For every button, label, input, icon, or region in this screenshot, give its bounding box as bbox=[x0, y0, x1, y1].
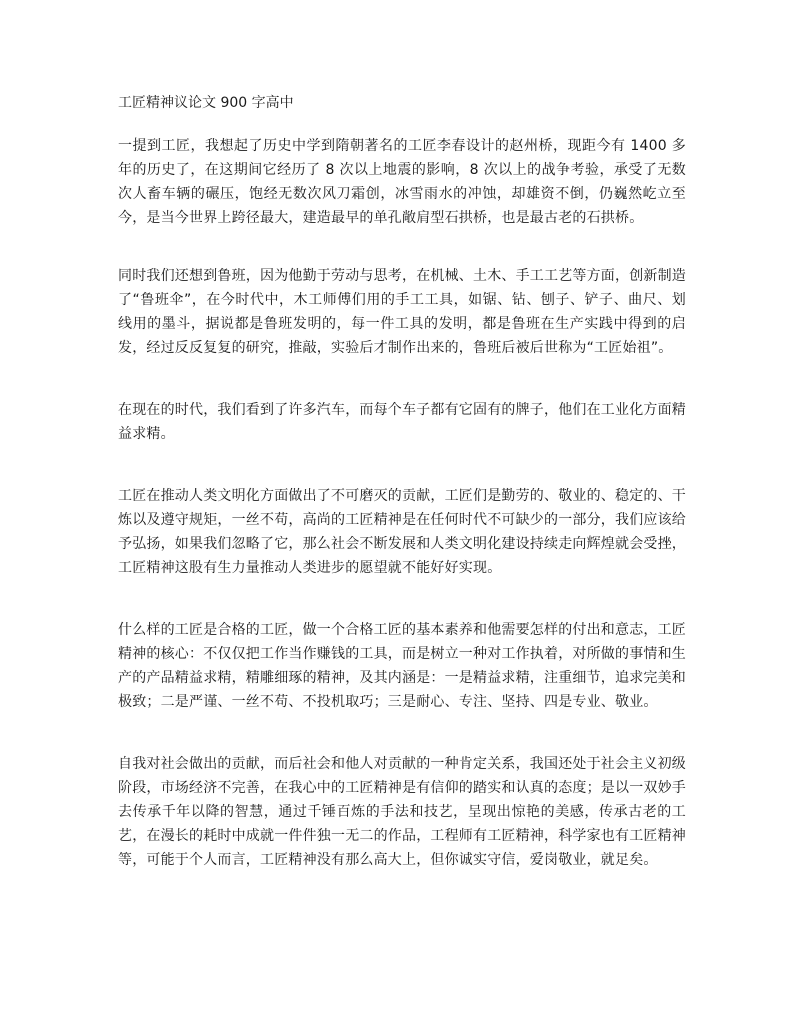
document-page bbox=[118, 92, 686, 910]
paragraph-lu-ban: 同时我们还想到鲁班，因为他勤于劳动与思考，在机械、土木、手工工艺等方面，创新制造了“鲁班伞”，在今时代中，木工师傅们用的手工工具，如锯、钻、刨子、铲子、曲尺、划线用的墨斗，据说都是鲁班发明的，每一件工具的发明，都是鲁班在生产实践中得到的启发，经过反反复复的研究，推敲，实验后才制作出来的，鲁班后被后世称为“工匠始祖”。 bbox=[118, 268, 686, 356]
paragraph-modern-era: 在现在的时代，我们看到了许多汽车，而每个车子都有它固有的牌子，他们在工业化方面精益求精。 bbox=[118, 402, 686, 442]
document-title: 工匠精神议论文 900 字高中 bbox=[118, 95, 294, 111]
paragraph-zhaozhou-bridge: 一提到工匠，我想起了历史中学到隋朝著名的工匠李春设计的赵州桥，现距今有 1400 多年的历史了，在这期间它经历了 8 次以上地震的影响，8 次以上的战争考验，承受了无数次人畜车辆的碾压，饱经无数次风刀霜创，冰雪雨水的冲蚀，却雄资不倒，仍巍然屹立至今，是当今世界上跨径最大，建造最早的单孔敞肩型石拱桥，也是最古老的石拱桥。 bbox=[118, 138, 686, 226]
paragraph-qualified-craftsman: 什么样的工匠是合格的工匠，做一个合格工匠的基本素养和他需要怎样的付出和意志，工匠精神的核心：不仅仅把工作当作赚钱的工具，而是树立一种对工作执着，对所做的事情和生产的产品精益求精，精雕细琢的精神，及其内涵是：一是精益求精，注重细节，追求完美和极致；二是严谨、一丝不苟、不投机取巧；三是耐心、专注、坚持、四是专业、敬业。 bbox=[118, 622, 686, 710]
paragraph-craftsman-spirit: 自我对社会做出的贡献，而后社会和他人对贡献的一种肯定关系，我国还处于社会主义初级阶段，市场经济不完善，在我心中的工匠精神是有信仰的踏实和认真的态度；是以一双妙手去传承千年以降的智慧，通过千锤百炼的手法和技艺，呈现出惊艳的美感，传承古老的工艺，在漫长的耗时中成就一件件独一无二的作品，工程师有工匠精神，科学家也有工匠精神等，可能于个人而言，工匠精神没有那么高大上，但你诚实守信，爱岗敬业，就足矣。 bbox=[118, 756, 686, 868]
paragraph-contribution: 工匠在推动人类文明化方面做出了不可磨灭的贡献，工匠们是勤劳的、敬业的、稳定的、干炼以及遵守规矩，一丝不苟，高尚的工匠精神是在任何时代不可缺少的一部分，我们应该给予弘扬，如果我们忽略了它，那么社会不断发展和人类文明化建设持续走向辉煌就会受挫，工匠精神这股有生力量推动人类进步的愿望就不能好好实现。 bbox=[118, 488, 686, 576]
